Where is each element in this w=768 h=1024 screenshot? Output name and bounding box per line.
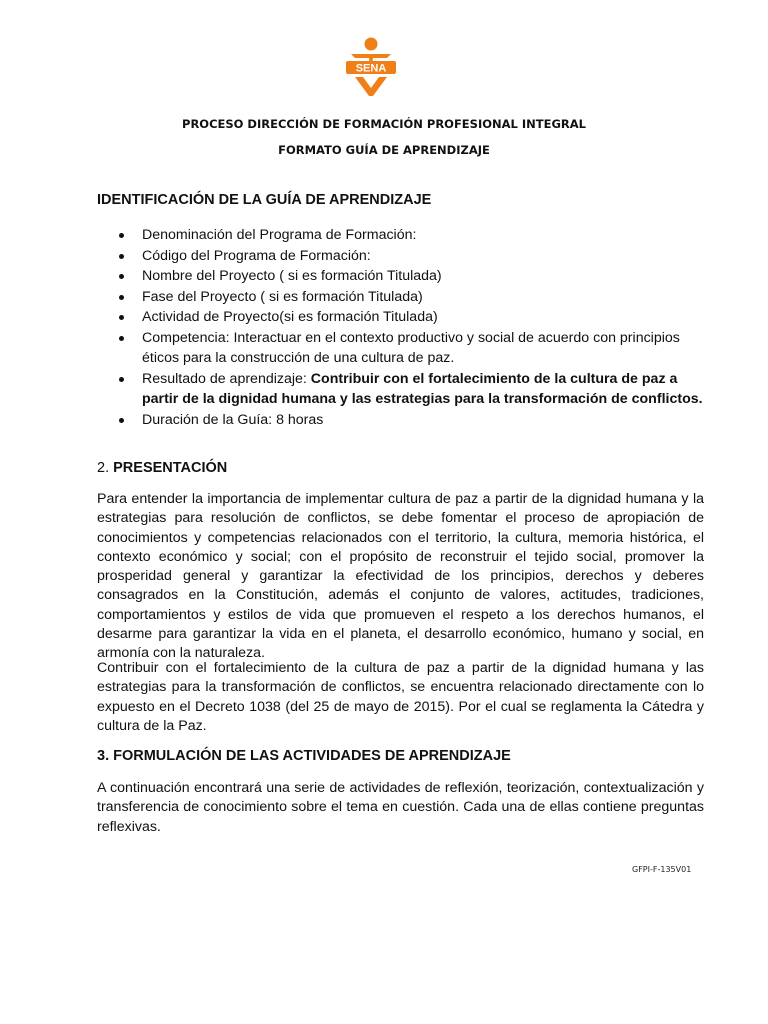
learning-result-label: Resultado de aprendizaje: — [142, 370, 311, 387]
section2-title — [97, 460, 227, 476]
sena-logo-icon — [343, 36, 399, 100]
activities-paragraph: A continuación encontrará una serie de actividades de reflexión, teorización, contextualización y transferencia de conocimiento sobre el tema en cuestión. Cada una de ellas contiene preguntas reflexivas. — [97, 780, 704, 835]
list-item: Competencia: Interactuar en el contexto productivo y social de acuerdo con principios éticos para la construcción de una cultura de paz. — [97, 328, 707, 369]
bullet-icon — [119, 336, 124, 341]
section3-heading: FORMULACIÓN DE LAS ACTIVIDADES DE APRENDIZAJE — [113, 748, 511, 764]
section3-number: 3. — [97, 748, 110, 764]
section2-number: 2. — [97, 460, 110, 476]
learning-result-text: Contribuir con el fortalecimiento de la cultura de paz a partir de la dignidad humana y las estrategias para la transformación de conflictos. — [142, 370, 703, 407]
bullet-icon — [119, 274, 124, 279]
section3-title — [97, 748, 511, 764]
identification-list — [97, 225, 707, 430]
presentation-paragraph-1: Para entender la importancia de implementar cultura de paz a partir de la dignidad humana y la estrategias para resolución de conflictos, se debe fomentar el proceso de apropiación de conocimientos y competencias relacionados con el territorio, la cultura, memoria histórica, el contexto económico y social; con el propósito de reconstruir el tejido social, promover la prosperidad general y garantizar la efectividad de los principios, derechos y deberes consagrados en la Constitución, además el conjunto de valores, actitudes, tradiciones, comportamientos y estilos de vida que promueven el respeto a los derechos humanos, el desarme para garantizar la vida en el planeta, el desarrollo económico, humano y social, en armonía con la naturaleza. — [97, 491, 704, 662]
list-item: Código del Programa de Formación: — [97, 246, 707, 267]
bullet-icon — [119, 254, 124, 259]
section1-title: IDENTIFICACIÓN DE LA GUÍA DE APRENDIZAJE — [97, 192, 432, 208]
header-process: PROCESO DIRECCIÓN DE FORMACIÓN PROFESIONAL INTEGRAL — [182, 117, 586, 131]
list-item: Duración de la Guía: 8 horas — [97, 410, 707, 431]
logo-text: SENA — [355, 62, 387, 75]
bullet-icon — [119, 295, 124, 300]
bullet-icon — [119, 233, 124, 238]
bullet-icon — [119, 315, 124, 320]
list-item: Denominación del Programa de Formación: — [97, 225, 707, 246]
list-item: Fase del Proyecto ( si es formación Titulada) — [97, 287, 707, 308]
bullet-icon — [119, 377, 124, 382]
list-item: Actividad de Proyecto(si es formación Titulada) — [97, 307, 707, 328]
document-code: GFPI-F-135V01 — [632, 865, 692, 874]
list-item: Nombre del Proyecto ( si es formación Titulada) — [97, 266, 707, 287]
bullet-icon — [119, 418, 124, 423]
presentation-paragraph-2: Contribuir con el fortalecimiento de la cultura de paz a partir de la dignidad humana y las estrategias para la transformación de conflictos, se encuentra relacionado directamente con lo expuesto en el Decreto 1038 (del 25 de mayo de 2015). Por el cual se reglamenta la Cátedra y cultura de la Paz. — [97, 660, 704, 734]
list-item — [97, 369, 707, 410]
section2-heading: PRESENTACIÓN — [113, 460, 228, 476]
header-format: FORMATO GUÍA DE APRENDIZAJE — [278, 143, 490, 157]
